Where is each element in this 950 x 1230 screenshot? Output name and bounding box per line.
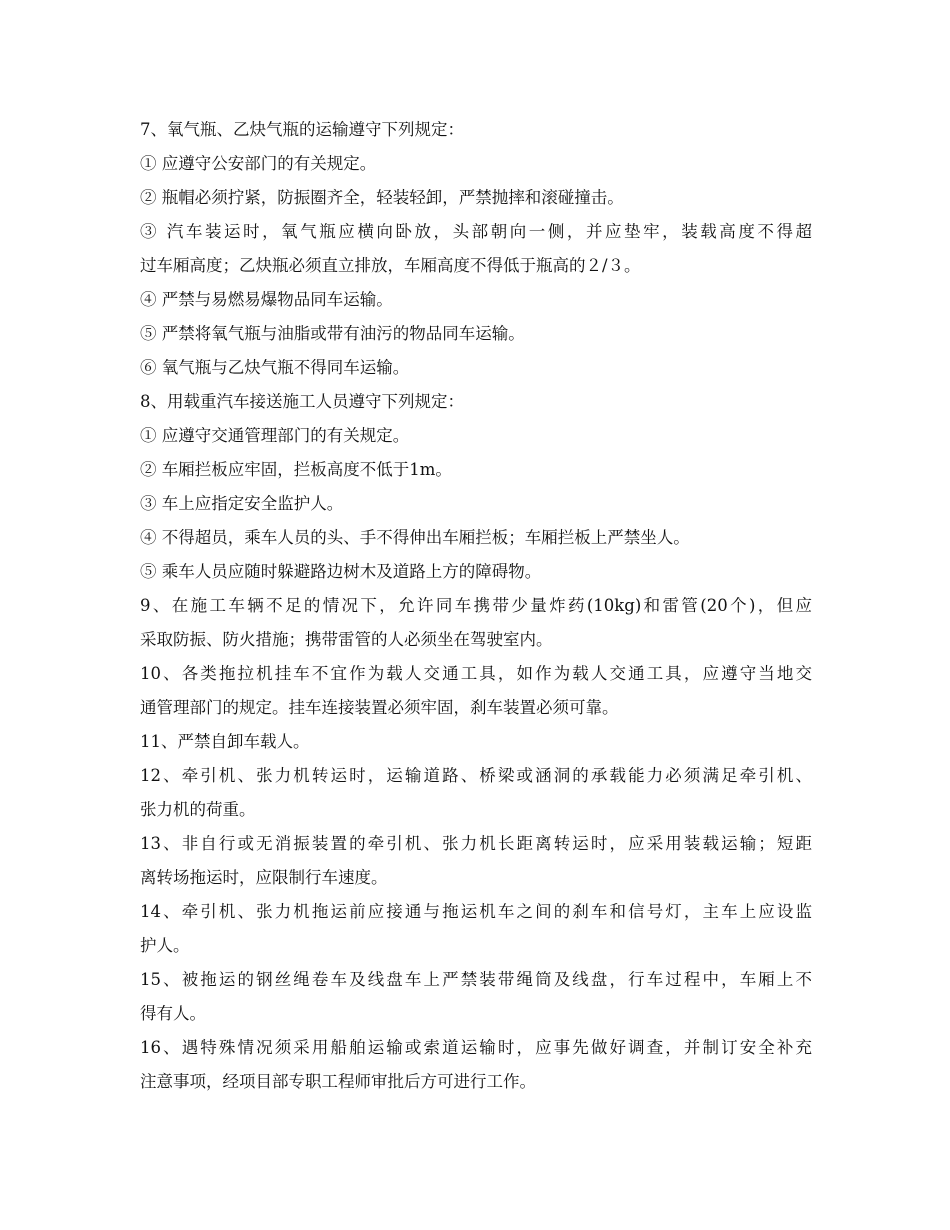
text-line: 采取防振、防火措施；携带雷管的人必须坐在驾驶室内。 [140,630,553,649]
document-body [140,113,812,1099]
text-line: 7、氧气瓶、乙炔气瓶的运输遵守下列规定： [140,120,464,139]
text-line: ⑤ 严禁将氧气瓶与油脂或带有油污的物品同车运输。 [140,324,525,343]
text-line: 护人。 [140,936,190,955]
text-line: 16、遇特殊情况须采用船舶运输或索道运输时，应事先做好调查，并制订安全补充 [140,1038,812,1057]
text-line: 得有人。 [140,1004,206,1023]
text-line: ④ 不得超员，乘车人员的头、手不得伸出车厢拦板；车厢拦板上严禁坐人。 [140,528,690,547]
text-line: ② 车厢拦板应牢固，拦板高度不低于1m。 [140,460,452,479]
text-line: ② 瓶帽必须拧紧，防振圈齐全，轻装轻卸，严禁抛摔和滚碰撞击。 [140,188,624,207]
text-line: 离转场拖运时，应限制行车速度。 [140,868,388,887]
text-line: 过车厢高度；乙炔瓶必须直立排放，车厢高度不得低于瓶高的２/３。 [140,256,641,275]
text-line: 15、被拖运的钢丝绳卷车及线盘车上严禁装带绳筒及线盘，行车过程中，车厢上不 [140,970,812,989]
text-line: ① 应遵守交通管理部门的有关规定。 [140,426,410,445]
text-line: 14、牵引机、张力机拖运前应接通与拖运机车之间的刹车和信号灯，主车上应设监 [140,902,812,921]
text-line: 张力机的荷重。 [140,800,256,819]
text-line: 12、牵引机、张力机转运时，运输道路、桥梁或涵洞的承载能力必须满足牵引机、 [140,766,812,785]
text-line: ⑤ 乘车人员应随时躲避路边树木及道路上方的障碍物。 [140,562,542,581]
text-line: ④ 严禁与易燃易爆物品同车运输。 [140,290,393,309]
text-line: ③ 车上应指定安全监护人。 [140,494,344,513]
text-line: 13、非自行或无消振装置的牵引机、张力机长距离转运时，应采用装载运输；短距 [140,834,812,853]
text-line: 9、在施工车辆不足的情况下，允许同车携带少量炸药(10kg)和雷管(20个)，但应 [140,596,812,615]
text-line: 注意事项，经项目部专职工程师审批后方可进行工作。 [140,1072,536,1091]
text-line: ⑥ 氧气瓶与乙炔气瓶不得同车运输。 [140,358,410,377]
text-line: 通管理部门的规定。挂车连接装置必须牢固，刹车装置必须可靠。 [140,698,619,717]
text-line: 8、用载重汽车接送施工人员遵守下列规定： [140,392,464,411]
text-line: ① 应遵守公安部门的有关规定。 [140,154,377,173]
text-line: ③ 汽车装运时，氧气瓶应横向卧放，头部朝向一侧，并应垫牢，装载高度不得超 [140,222,812,241]
text-line: 10、各类拖拉机挂车不宜作为载人交通工具，如作为载人交通工具，应遵守当地交 [140,664,812,683]
text-line: 11、严禁自卸车载人。 [140,732,310,751]
